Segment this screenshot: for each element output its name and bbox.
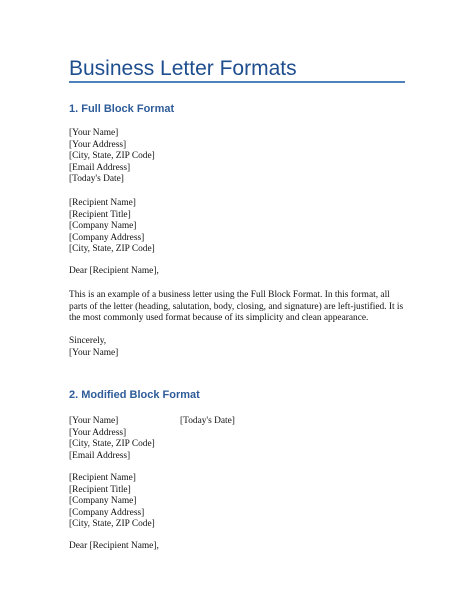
document-title: Business Letter Formats bbox=[69, 57, 297, 80]
section-heading-full-block: 1. Full Block Format bbox=[69, 103, 175, 115]
closing-line: Sincerely, bbox=[69, 336, 107, 346]
sender-line: [Your Name] bbox=[69, 128, 119, 138]
recipient-line: [Recipient Title] bbox=[69, 209, 131, 220]
recipient-line: [Company Address] bbox=[69, 232, 145, 243]
title-underline bbox=[69, 81, 405, 83]
recipient-line: [Recipient Title] bbox=[69, 484, 131, 495]
sender-line: [City, State, ZIP Code] bbox=[69, 439, 155, 450]
sender-line: [Your Address] bbox=[69, 139, 127, 150]
salutation bbox=[69, 266, 159, 278]
salutation bbox=[69, 541, 159, 553]
sender-line: [Today's Date] bbox=[69, 174, 124, 185]
sender-line: [Your Address] bbox=[69, 427, 127, 438]
letter-body bbox=[69, 290, 409, 325]
sender-line: [Your Name] bbox=[69, 416, 119, 426]
salutation-text: Dear [Recipient Name], bbox=[69, 541, 159, 551]
recipient-line: [Company Name] bbox=[69, 496, 137, 507]
section-heading-modified-block: 2. Modified Block Format bbox=[69, 389, 200, 401]
sender-line: [City, State, ZIP Code] bbox=[69, 151, 155, 162]
sender-address-block bbox=[69, 128, 155, 186]
closing-block bbox=[69, 336, 118, 359]
recipient-line: [Recipient Name] bbox=[69, 198, 136, 208]
sender-line: [Email Address] bbox=[69, 162, 131, 173]
body-paragraph: This is an example of a business letter using the Full Block Format. In this format, all parts of the letter (heading, salutation, body, closing, and signature) are left-justified. It is the most commonly used format because of its simplicity and clean appearance. bbox=[69, 290, 404, 324]
signature-line: [Your Name] bbox=[69, 347, 119, 358]
recipient-line: [Recipient Name] bbox=[69, 473, 136, 483]
recipient-address-block bbox=[69, 473, 155, 531]
recipient-address-block bbox=[69, 198, 155, 256]
recipient-line: [City, State, ZIP Code] bbox=[69, 244, 155, 255]
sender-line: [Email Address] bbox=[69, 450, 131, 461]
date-line: [Today's Date] bbox=[180, 416, 235, 426]
recipient-line: [Company Name] bbox=[69, 221, 137, 232]
recipient-line: [Company Address] bbox=[69, 507, 145, 518]
salutation-text: Dear [Recipient Name], bbox=[69, 266, 159, 276]
sender-address-block bbox=[69, 416, 155, 462]
recipient-line: [City, State, ZIP Code] bbox=[69, 519, 155, 530]
